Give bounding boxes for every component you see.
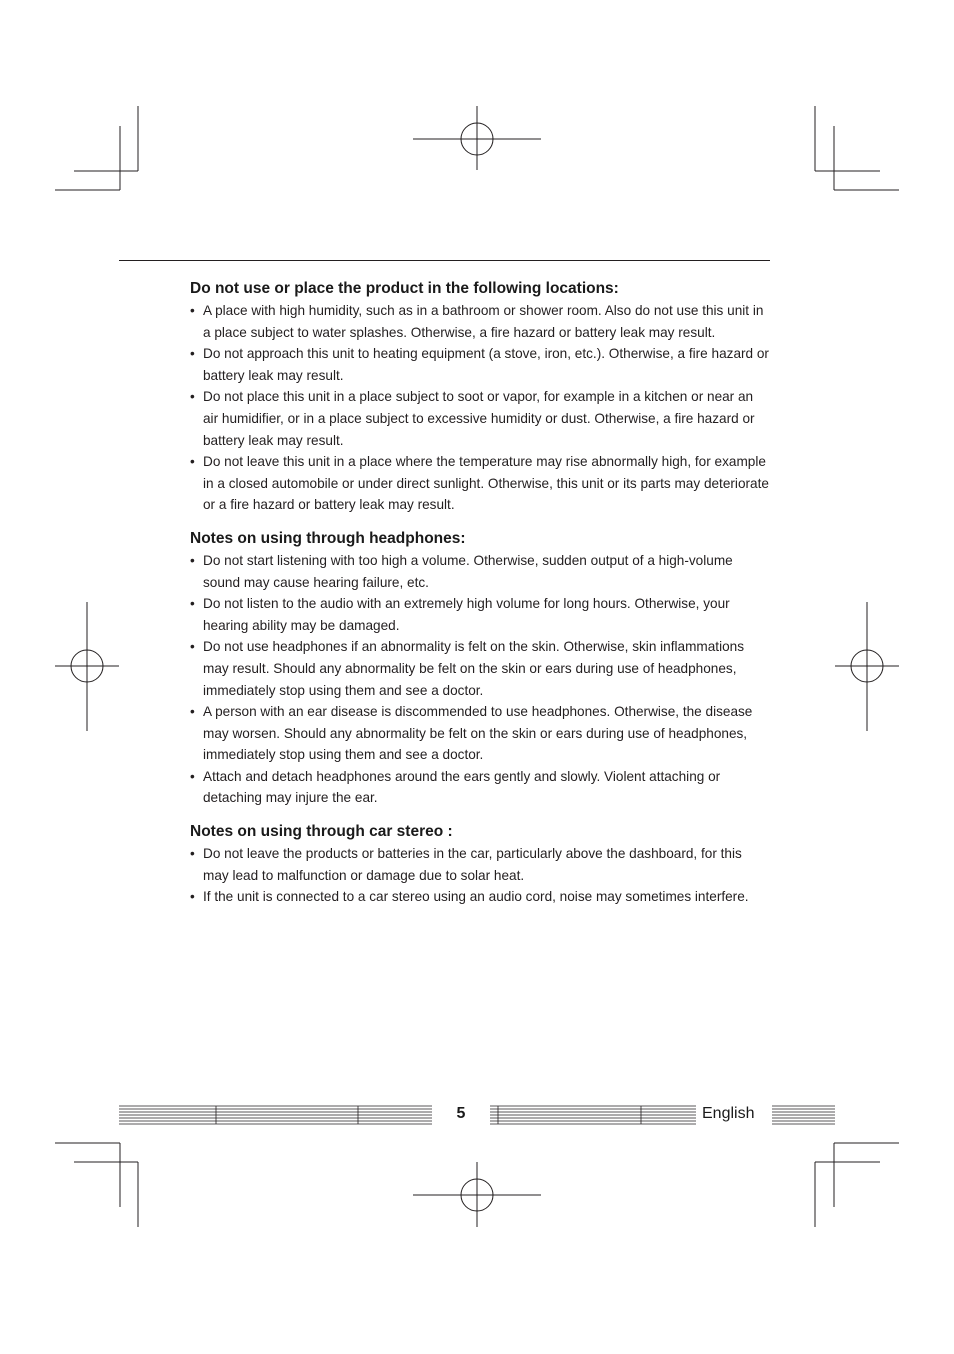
list-item bbox=[190, 593, 770, 636]
bullet-icon: • bbox=[190, 846, 195, 862]
bullet-icon: • bbox=[190, 596, 195, 612]
list-item bbox=[190, 636, 770, 701]
bullet-icon: • bbox=[190, 389, 195, 405]
bullet-list bbox=[190, 550, 770, 809]
page-number: 5 bbox=[456, 1105, 466, 1122]
section-title: Do not use or place the product in the following locations: bbox=[190, 280, 619, 297]
section-title: Notes on using through headphones: bbox=[190, 529, 466, 547]
bullet-list bbox=[190, 300, 770, 516]
list-item-text: Do not approach this unit to heating equipment (a stove, iron, etc.). Otherwise, a fire hazard or battery leak may result. bbox=[203, 346, 769, 383]
list-item-text: Attach and detach headphones around the ears gently and slowly. Violent attaching or detaching may injure the ear. bbox=[203, 768, 721, 806]
list-item-text: Do not use headphones if an abnormality is felt on the skin. Otherwise, skin inflammations may result. Should any abnormality be felt on the skin or ears during use of headphones, immediately stop using them and see a doctor. bbox=[203, 639, 745, 698]
list-item-text: Do not start listening with too high a volume. Otherwise, sudden output of a high-volume sound may cause hearing failure, etc. bbox=[203, 552, 733, 590]
section-locations bbox=[190, 279, 770, 516]
bullet-icon: • bbox=[190, 303, 195, 318]
list-item-text: Do not place this unit in a place subject to soot or vapor, for example in a kitchen or near an air humidifier, or in a place subject to excessive humidity or dust. Otherwise, a fire hazard or battery leak may result. bbox=[203, 389, 755, 448]
list-item-text: Do not leave this unit in a place where the temperature may rise abnormally high, for example in a closed automobile or under direct sunlight. Otherwise, this unit or its parts may deteriorate or a fire hazard or battery leak may result. bbox=[203, 454, 769, 513]
list-item-text: A place with high humidity, such as in a bathroom or shower room. Also do not use this unit in a place subject to water splashes. Otherwise, a fire hazard or battery leak may result. bbox=[203, 303, 764, 340]
bullet-icon: • bbox=[190, 552, 195, 568]
document-body bbox=[190, 279, 770, 921]
list-item bbox=[190, 451, 770, 516]
list-item bbox=[190, 386, 770, 451]
bullet-icon: • bbox=[190, 639, 195, 655]
list-item-text: If the unit is connected to a car stereo using an audio cord, noise may sometimes interfere. bbox=[203, 889, 749, 905]
list-item-text: A person with an ear disease is discommended to use headphones. Otherwise, the disease may worsen. Should any abnormality be felt on the skin or ears during use of headphones, immediately stop using them and see a doctor. bbox=[203, 704, 753, 763]
bullet-list bbox=[190, 843, 770, 908]
list-item bbox=[190, 886, 770, 908]
list-item bbox=[190, 300, 770, 343]
list-item-text: Do not listen to the audio with an extremely high volume for long hours. Otherwise, your hearing ability may be damaged. bbox=[203, 596, 730, 633]
list-item bbox=[190, 343, 770, 386]
header-rule bbox=[119, 260, 770, 261]
section-title: Notes on using through car stereo : bbox=[190, 823, 453, 841]
section-car-stereo bbox=[190, 822, 770, 908]
bullet-icon: • bbox=[190, 889, 195, 905]
list-item bbox=[190, 843, 770, 886]
bullet-icon: • bbox=[190, 704, 195, 720]
list-item-text: Do not leave the products or batteries in the car, particularly above the dashboard, for this may lead to malfunction or damage due to solar heat. bbox=[203, 846, 742, 883]
section-headphones bbox=[190, 529, 770, 809]
bullet-icon: • bbox=[190, 768, 195, 784]
bullet-icon: • bbox=[190, 454, 195, 470]
language-label: English bbox=[702, 1105, 755, 1122]
bullet-icon: • bbox=[190, 346, 195, 362]
list-item bbox=[190, 766, 770, 809]
list-item bbox=[190, 701, 770, 766]
list-item bbox=[190, 550, 770, 593]
